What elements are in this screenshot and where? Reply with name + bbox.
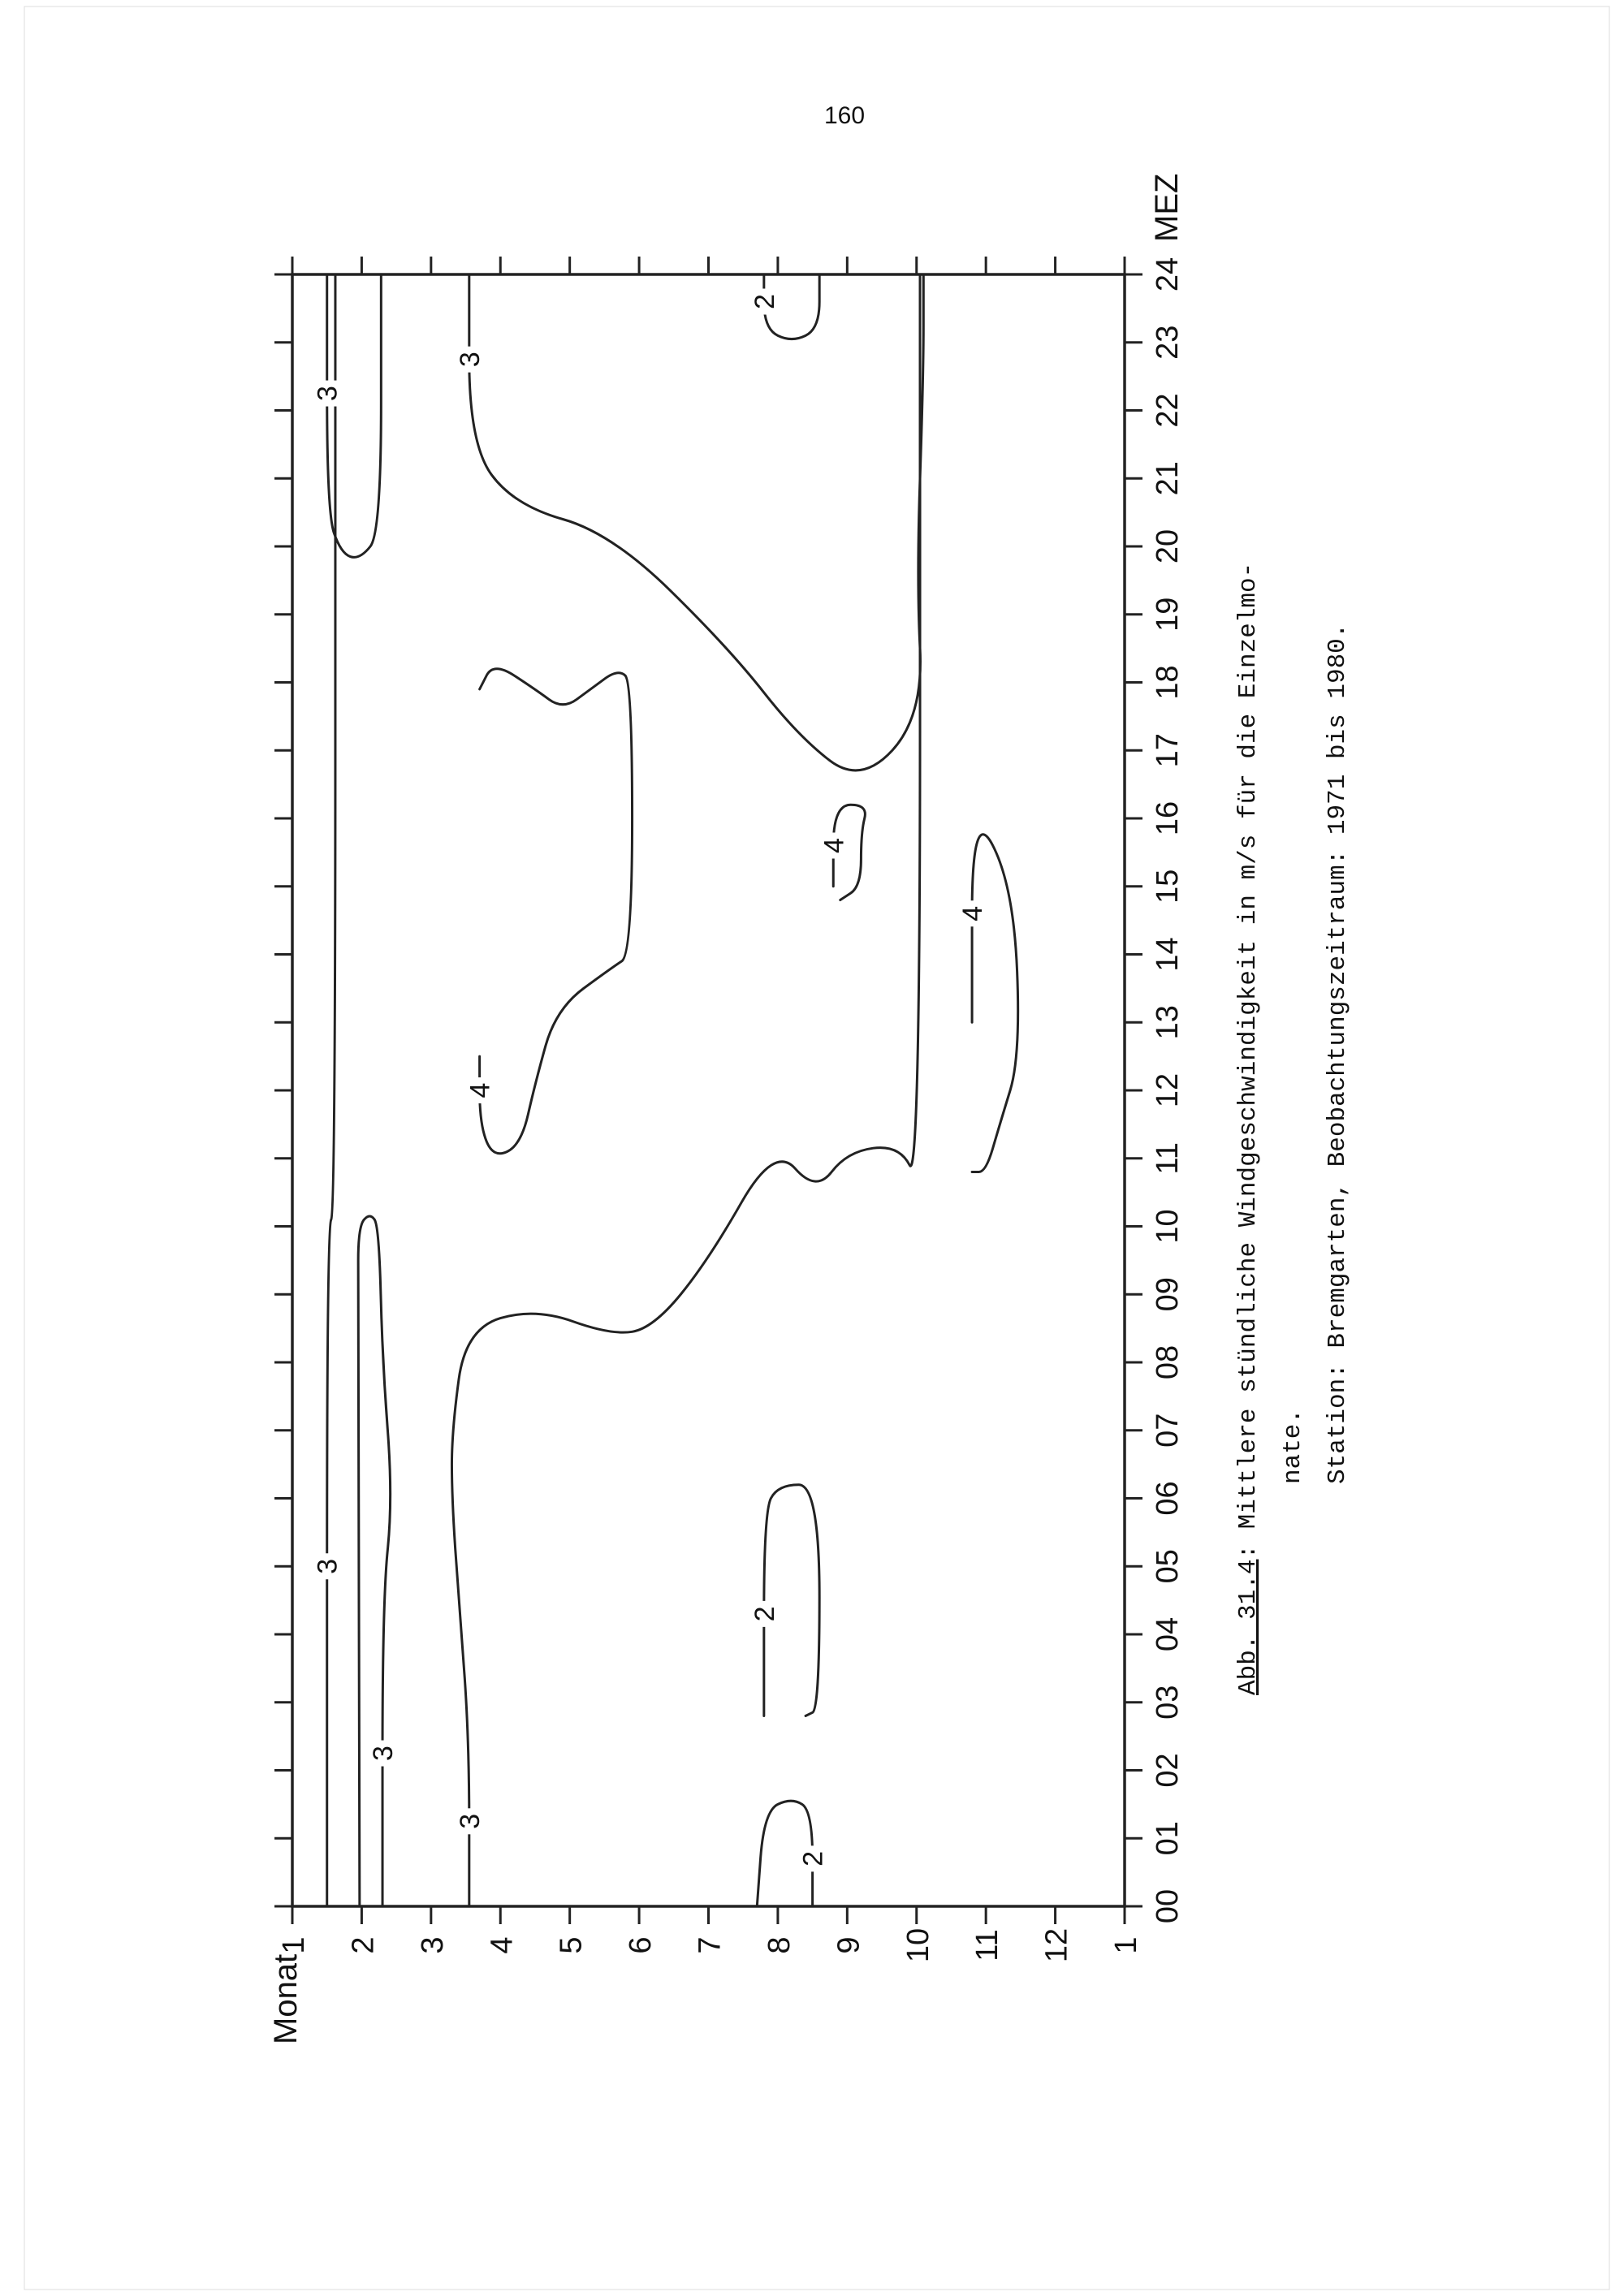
x-tick-label: 07: [1151, 1413, 1185, 1448]
y-axis-title: Monat: [268, 1953, 304, 2044]
contour-label: 4: [818, 838, 850, 853]
scan-border: [24, 6, 1609, 2290]
contour-label: 2: [749, 1606, 780, 1622]
contour-line-3: [469, 274, 923, 770]
x-tick-label: 20: [1151, 529, 1185, 564]
x-tick-label: 05: [1151, 1549, 1185, 1584]
y-tick-label: 9: [831, 1936, 866, 1954]
x-tick-label: 02: [1151, 1753, 1185, 1788]
caption-line-2: nate.: [1279, 1408, 1307, 1484]
caption-line1-text: : Mittlere stündliche Windgeschwindigkeit in m/s für die Einzelmo-: [1234, 562, 1263, 1560]
contour-line-4: [480, 669, 633, 1154]
plot-frame: [292, 274, 1125, 1906]
x-tick-label: 24: [1151, 257, 1185, 292]
caption: [1234, 563, 1352, 1695]
y-tick-label: 11: [970, 1929, 1005, 1962]
contour-line-3: [451, 274, 920, 1906]
contour-label: 2: [797, 1850, 829, 1867]
x-tick-label: 22: [1151, 393, 1185, 428]
x-tick-label: 12: [1151, 1072, 1185, 1108]
page-number: 160: [823, 102, 866, 129]
x-tick-label: 00: [1151, 1888, 1185, 1924]
x-tick-label: 21: [1151, 461, 1185, 496]
contour-line-4: [972, 835, 1018, 1172]
contour-label: 3: [312, 1558, 343, 1574]
x-tick-label: 06: [1151, 1481, 1185, 1516]
y-tick-label: 10: [901, 1927, 935, 1963]
y-tick-label: 2: [346, 1936, 381, 1954]
x-tick-label: 09: [1151, 1277, 1185, 1312]
caption-label: Abb. 31.4: [1234, 1559, 1263, 1695]
contour-label: 3: [368, 1746, 400, 1762]
x-tick-label: 19: [1151, 597, 1185, 632]
x-tick-label: 18: [1151, 665, 1185, 700]
x-tick-label: 08: [1151, 1344, 1185, 1380]
x-tick-label: 16: [1151, 801, 1185, 836]
contour-label: 4: [957, 905, 989, 921]
x-tick-label: 03: [1151, 1685, 1185, 1720]
x-tick-label: 17: [1151, 733, 1185, 768]
caption-line-1: [1234, 563, 1263, 1695]
y-tick-label: 3: [415, 1936, 450, 1954]
y-tick-label: 6: [624, 1936, 659, 1954]
y-tick-label: 5: [554, 1936, 589, 1954]
y-tick-label: 1: [277, 1936, 311, 1954]
contour-line-2: [764, 1485, 819, 1716]
contour-label: 3: [454, 352, 486, 368]
contour-label: 3: [454, 1813, 486, 1829]
contour-line-3: [358, 1216, 391, 1906]
contour-label: 3: [312, 386, 343, 402]
x-tick-label: 14: [1151, 937, 1185, 972]
y-tick-label: 7: [693, 1936, 728, 1954]
y-tick-label: 1: [1109, 1936, 1143, 1954]
x-tick-label: 04: [1151, 1616, 1185, 1652]
contour-chart: [268, 174, 1185, 2044]
contour-label: 2: [749, 294, 780, 309]
y-tick-label: 4: [485, 1936, 520, 1954]
caption-line-3: Station: Bremgarten, Beobachtungszeitraum: 1971 bis 1980.: [1324, 623, 1352, 1484]
x-axis-title: MEZ: [1149, 173, 1185, 242]
contour-label: 4: [464, 1082, 496, 1098]
x-tick-label: 11: [1151, 1142, 1185, 1175]
x-tick-label: 01: [1151, 1821, 1185, 1856]
x-tick-label: 13: [1151, 1005, 1185, 1040]
y-tick-label: 12: [1039, 1927, 1074, 1963]
x-tick-label: 15: [1151, 869, 1185, 904]
y-tick-label: 8: [762, 1936, 797, 1954]
x-tick-label: 10: [1151, 1209, 1185, 1244]
x-tick-label: 23: [1151, 325, 1185, 360]
